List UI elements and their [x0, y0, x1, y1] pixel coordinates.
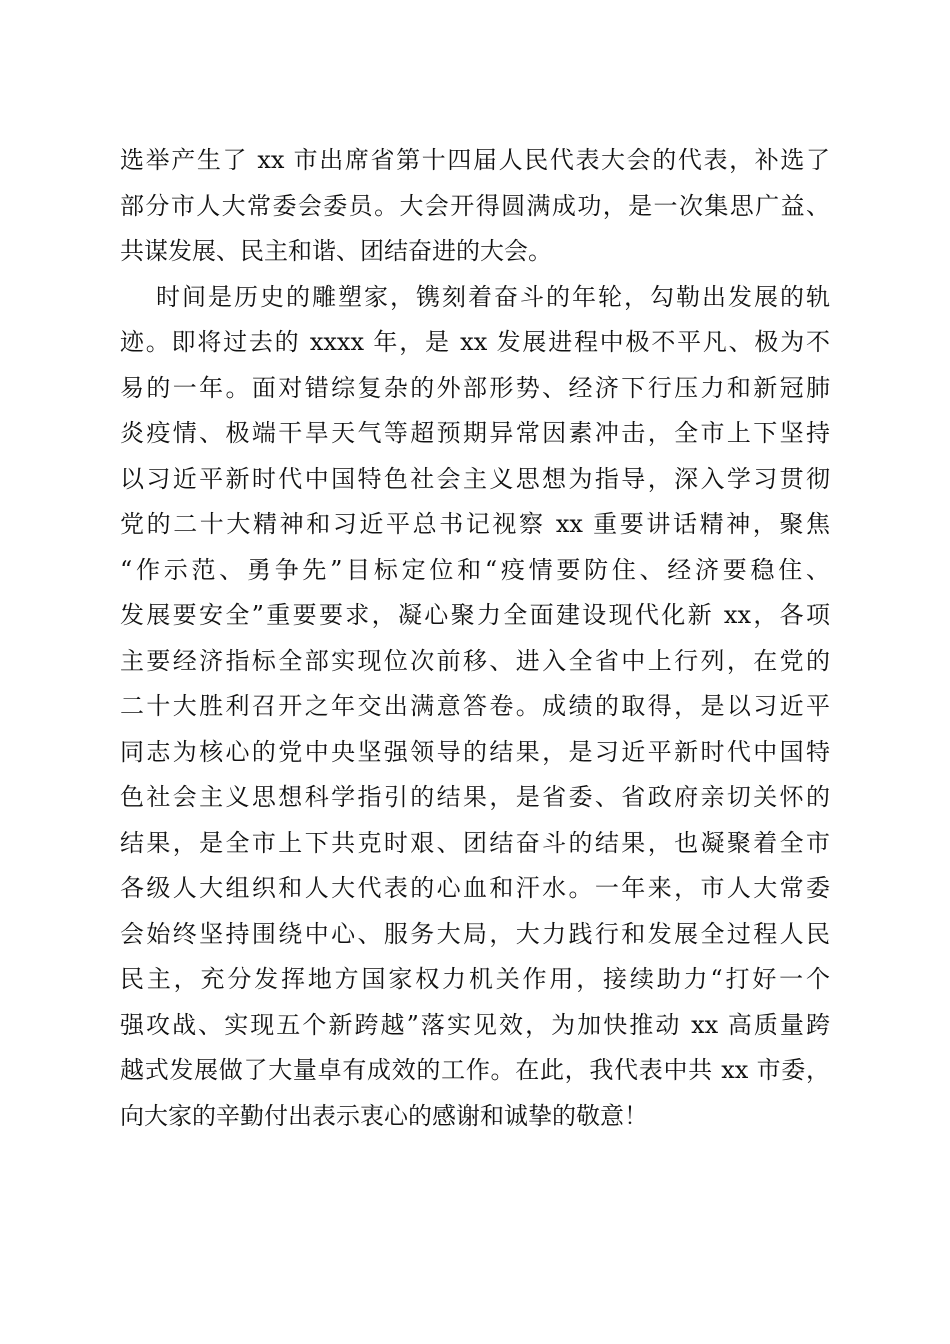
paragraph-1-line-3: 共谋发展、民主和谐、团结奋进的大会。 — [120, 237, 552, 265]
paragraph-2-line-4: 炎疫情、极端干旱天气等超预期异常因素冲击，全市上下坚持 — [120, 419, 830, 447]
paragraph-2-line-11: 同志为核心的党中央坚强领导的结果，是习近平新时代中国特 — [120, 737, 830, 766]
paragraph-2-line-8: 发展要安全”重要要求，凝心聚力全面建设现代化新 xx，各项 — [120, 601, 830, 629]
document-body — [120, 138, 830, 1139]
paragraph-2-line-13: 结果，是全市上下共克时艰、团结奋斗的结果，也凝聚着全市 — [120, 828, 830, 857]
paragraph-2-line-3: 易的一年。面对错综复杂的外部形势、经济下行压力和新冠肺 — [120, 373, 830, 402]
paragraph-2-line-2: 迹。即将过去的 xxxx 年，是 xx 发展进程中极不平凡、极为不 — [120, 328, 830, 356]
paragraph-2-line-5: 以习近平新时代中国特色社会主义思想为指导，深入学习贯彻 — [120, 464, 830, 493]
paragraph-1-line-1: 选举产生了 xx 市出席省第十四届人民代表大会的代表，补选了 — [120, 146, 830, 174]
paragraph-2-line-18: 越式发展做了大量卓有成效的工作。在此，我代表中共 xx 市委， — [120, 1056, 830, 1084]
paragraph-2-line-19: 向大家的辛勤付出表示衷心的感谢和诚挚的敬意！ — [120, 1101, 648, 1130]
paragraph-2-line-17: 强攻战、实现五个新跨越”落实见效，为加快推动 xx 高质量跨 — [120, 1010, 830, 1039]
paragraph-2-line-6: 党的二十大精神和习近平总书记视察 xx 重要讲话精神，聚焦 — [120, 510, 830, 538]
paragraph-2-line-12: 色社会主义思想科学指引的结果，是省委、省政府亲切关怀的 — [120, 783, 830, 811]
paragraph-2-line-14: 各级人大组织和人大代表的心血和汗水。一年来，市人大常委 — [120, 874, 830, 902]
paragraph-2-line-7: “作示范、勇争先”目标定位和“疫情要防住、经济要稳住、 — [120, 555, 830, 584]
paragraph-2-line-15: 会始终坚持围绕中心、服务大局，大力践行和发展全过程人民 — [120, 919, 830, 948]
paragraph-2-line-10: 二十大胜利召开之年交出满意答卷。成绩的取得，是以习近平 — [120, 692, 830, 720]
paragraph-1-line-2: 部分市人大常委会委员。大会开得圆满成功，是一次集思广益、 — [120, 191, 830, 220]
paragraph-2-line-16: 民主，充分发挥地方国家权力机关作用，接续助力“打好一个 — [120, 965, 830, 993]
paragraph-2-line-9: 主要经济指标全部实现位次前移、进入全省中上行列，在党的 — [120, 646, 830, 675]
paragraph-2-line-1: 时间是历史的雕塑家，镌刻着奋斗的年轮，勾勒出发展的轨 — [156, 282, 830, 311]
